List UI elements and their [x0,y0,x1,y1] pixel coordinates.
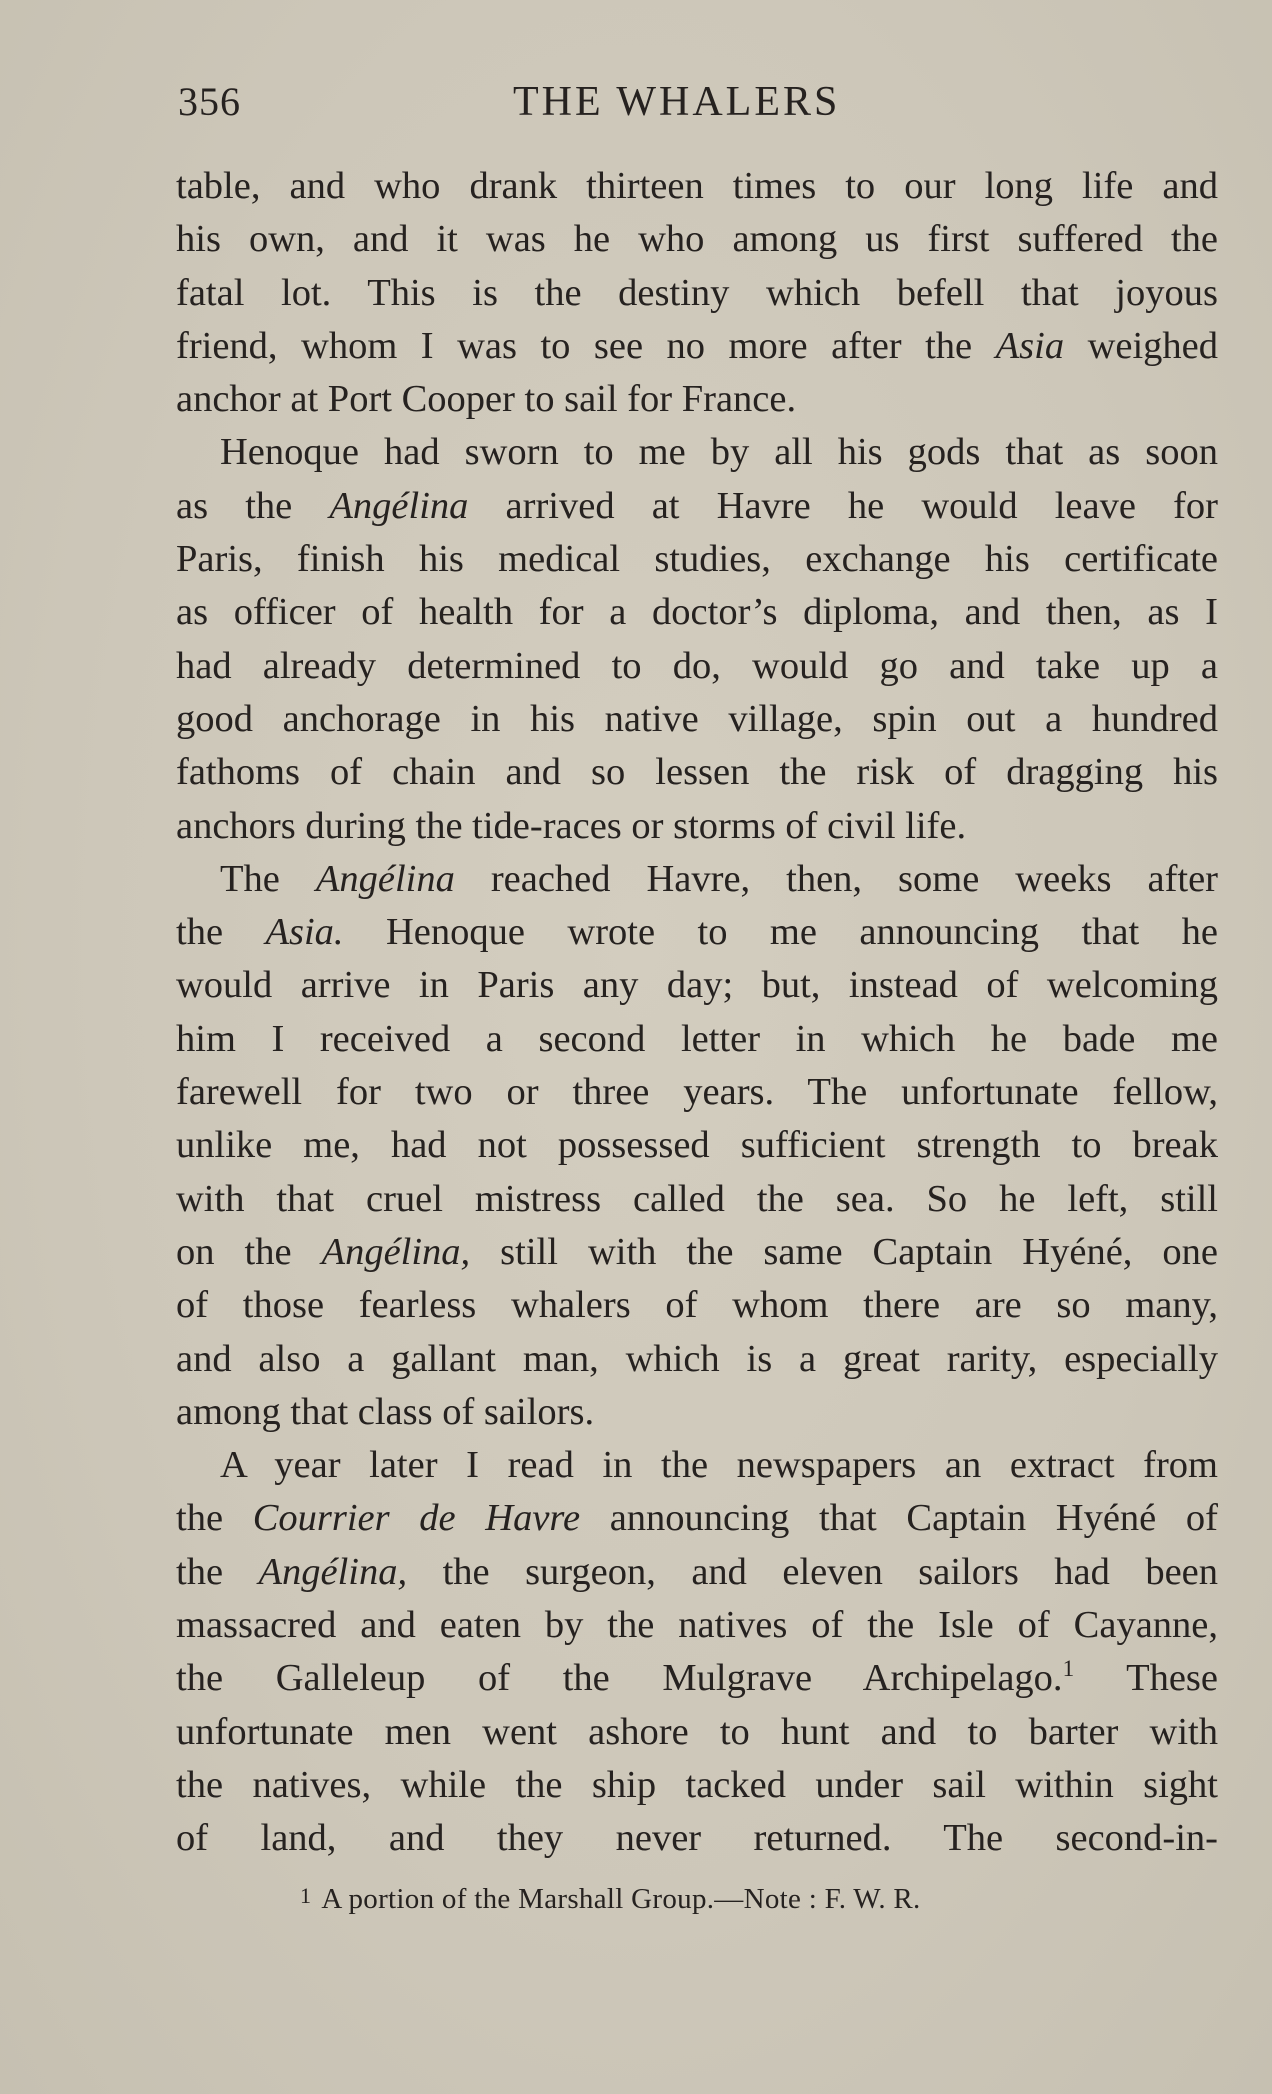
text-line: the Angélina, the surgeon, and eleven sailors had been [176,1550,1218,1593]
text-line: fathoms of chain and so lessen the risk of dragging his [176,751,1218,794]
text-line: with that cruel mistress called the sea. So he left, still [176,1177,1218,1220]
page-number: 356 [178,79,241,124]
text-line: A year later I read in the newspapers an extract from [220,1444,1218,1487]
text-line: of those fearless whalers of whom there are so many, [176,1284,1218,1327]
text-line: the Asia. Henoque wrote to me announcing that he [176,911,1218,954]
text-line: unlike me, had not possessed sufficient strength to break [176,1124,1218,1167]
footnote [300,1876,921,1919]
text-line: had already determined to do, would go and take up a [176,644,1218,687]
text-line: among that class of sailors. [176,1390,595,1433]
text-line: the Galleleup of the Mulgrave Archipelago.$^1$ These [176,1655,1218,1700]
text-line: fatal lot. This is the destiny which befell that joyous [176,271,1218,314]
text-line: him I received a second letter in which he bade me [176,1017,1218,1060]
text-line: and also a gallant man, which is a great rarity, especially [176,1337,1218,1380]
text-line: as officer of health for a doctor’s diploma, and then, as I [176,591,1218,634]
text-line: his own, and it was he who among us first suffered the [176,218,1218,261]
footnote-text: A portion of the Marshall Group.—Note : F. W. R. [321,1883,921,1915]
page-header [178,70,1218,134]
text-line: farewell for two or three years. The unfortunate fellow, [176,1071,1218,1114]
text-line: unfortunate men went ashore to hunt and to barter with [176,1710,1218,1753]
text-line: The Angélina reached Havre, then, some weeks after [220,857,1218,900]
body-text [176,160,1218,1866]
text-line: friend, whom I was to see no more after the Asia weighed [176,324,1218,367]
text-line: the Courrier de Havre announcing that Captain Hyéné of [176,1497,1218,1540]
text-line: the natives, while the ship tacked under sail within sight [176,1763,1218,1806]
text-line: anchors during the tide-races or storms of civil life. [176,804,967,847]
text-line: anchor at Port Cooper to sail for France. [176,378,797,421]
text-line: on the Angélina, still with the same Captain Hyéné, one [176,1230,1218,1273]
text-line: table, and who drank thirteen times to our long life and [176,165,1218,207]
running-head: THE WHALERS [513,79,841,125]
text-line: of land, and they never returned. The second-in- [176,1817,1218,1860]
footnote-mark: 1 [300,1883,312,1908]
text-line: Paris, finish his medical studies, exchange his certificate [176,538,1218,581]
text-line: Henoque had sworn to me by all his gods that as soon [220,431,1218,474]
text-line: as the Angélina arrived at Havre he would leave for [176,484,1218,527]
text-line: good anchorage in his native village, spin out a hundred [176,697,1218,740]
text-line: massacred and eaten by the natives of the Isle of Cayanne, [176,1604,1218,1647]
text-line: would arrive in Paris any day; but, instead of welcoming [176,964,1218,1007]
